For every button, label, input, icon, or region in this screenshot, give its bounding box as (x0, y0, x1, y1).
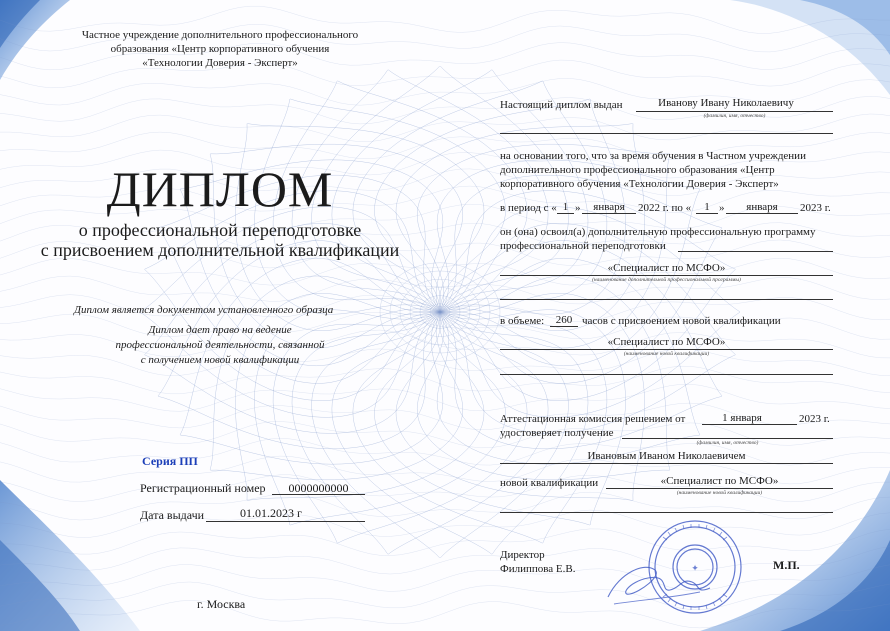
program-line-2-fill (678, 251, 833, 252)
qual-value: «Специалист по МСФО» (607, 336, 726, 348)
rights-note-3: с получением новой квалификации (140, 354, 300, 366)
rights-note-2: профессиональной деятельности, связанной (115, 339, 325, 351)
director-name: Филиппова Е.В. (500, 563, 576, 575)
period-year2: 2023 г. (800, 202, 831, 214)
basis-line-1: на основании того, что за время обучения в Частном учреждении (500, 150, 806, 162)
commission-prefix: Аттестационная комиссия решением от (500, 413, 686, 425)
issued-to-label: Настоящий диплом выдан (500, 99, 623, 111)
issued-to-value: Иванову Ивану Николаевичу (658, 97, 794, 109)
period-mid2: » (719, 202, 725, 214)
period-year1: 2022 г. по « (638, 202, 692, 214)
official-note: Диплом является документом установленного образца (74, 304, 334, 316)
volume-line (550, 326, 578, 327)
blank-line-2 (500, 299, 833, 300)
reg-number-value: 0000000000 (288, 481, 349, 495)
diploma-title: ДИПЛОМ (106, 161, 334, 217)
seal-stamp (600, 512, 760, 622)
commission-date-line (702, 424, 797, 425)
program-value-line (500, 275, 833, 276)
recipient-value: Ивановым Иваном Николаевичем (587, 450, 746, 462)
city: г. Москва (197, 597, 246, 611)
period-month1: января (593, 201, 625, 213)
fio-caption: (фамилия, имя, отчество) (703, 113, 766, 119)
blank-line-1 (500, 133, 833, 134)
issued-to-line (636, 111, 833, 112)
blank-line-3 (500, 374, 833, 375)
issue-date-value: 01.01.2023 г (240, 506, 302, 520)
certifies-line (622, 438, 833, 439)
reg-number-label: Регистрационный номер (140, 481, 266, 495)
program-caption: (наименование дополнительной профессиональной программы) (592, 277, 741, 283)
period-day1-line (557, 213, 574, 214)
fio-caption-2: (фамилия, имя, отчество) (696, 440, 759, 446)
period-month2-line (726, 213, 798, 214)
period-day2: 1 (704, 201, 710, 213)
qual-caption: (наименование новой квалификации) (623, 351, 710, 357)
series-label: Серия ПП (142, 454, 198, 468)
svg-text:✦: ✦ (691, 564, 699, 574)
commission-year: 2023 г. (799, 413, 830, 425)
period-mid1: » (575, 202, 581, 214)
program-line-1: он (она) освоил(а) дополнительную профессиональную программу (500, 226, 816, 238)
period-month2: января (746, 201, 778, 213)
period-prefix: в период с « (500, 202, 557, 214)
newqual-value: «Специалист по МСФО» (660, 475, 779, 487)
institution-line-3: «Технологии Доверия - Эксперт» (142, 57, 298, 69)
institution-line-2: образования «Центр корпоративного обучения (110, 43, 330, 55)
period-month1-line (582, 213, 636, 214)
volume-value: 260 (555, 314, 573, 326)
newqual-caption: (наименование новой квалификации) (676, 490, 763, 496)
newqual-label: новой квалификации (500, 477, 599, 489)
certifies-label: удостоверяет получение (500, 427, 614, 439)
period-day1: 1 (562, 201, 569, 213)
recipient-line (500, 463, 833, 464)
program-value: «Специалист по МСФО» (607, 262, 726, 274)
qual-value-line (500, 349, 833, 350)
issue-date-label: Дата выдачи (140, 508, 205, 522)
institution-line-1: Частное учреждение дополнительного профессионального (81, 29, 359, 41)
basis-line-3: корпоративного обучения «Технологии Доверия - Эксперт» (500, 178, 779, 190)
program-line-2: профессиональной переподготовки (500, 240, 666, 252)
diploma-subtitle-2: с присвоением дополнительной квалификации (40, 240, 400, 260)
commission-date: 1 января (722, 412, 762, 424)
rights-note-1: Диплом дает право на ведение (148, 324, 292, 336)
diploma-subtitle-1: о профессиональной переподготовке (78, 220, 362, 240)
period-day2-line (696, 213, 718, 214)
basis-line-2: дополнительного профессионального образования «Центр (500, 164, 775, 176)
volume-prefix: в объеме: (500, 315, 545, 327)
newqual-line (606, 488, 833, 489)
issue-date-line (206, 521, 365, 522)
director-title: Директор (500, 549, 545, 561)
mp-label: М.П. (773, 558, 800, 572)
volume-suffix: часов с присвоением новой квалификации (582, 315, 781, 327)
